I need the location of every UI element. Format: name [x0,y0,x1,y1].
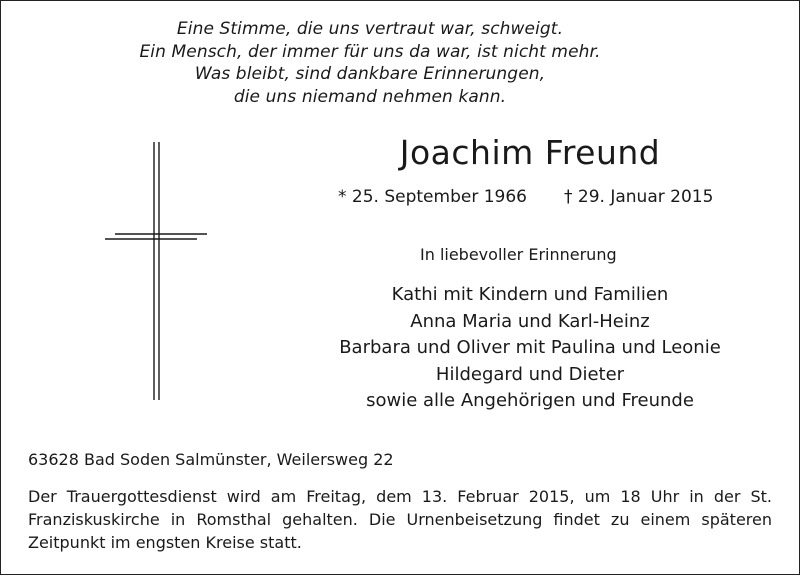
double-line-cross-icon [105,142,215,402]
poem-line: Ein Mensch, der immer für uns da war, ist nicht mehr. [139,41,601,62]
poem-line: Was bleibt, sind dankbare Erinnerungen, [194,64,546,84]
family-address: 63628 Bad Soden Salmünster, Weilersweg 22 [28,450,394,469]
service-announcement: Der Trauergottesdienst wird am Freitag, dem 13. Februar 2015, um 18 Uhr in der St. Franziskuskirche in Romsthal gehalten. Die Urnenbeisetzung findet zu einem späteren Zeitpunkt im engsten Kreise statt. [28,487,772,552]
memorial-poem [100,18,640,108]
birth-date: * 25. September 1966 [338,187,527,207]
deceased-name: Joachim Freund [399,133,661,172]
mourners-list [300,282,760,415]
death-date: † 29. Januar 2015 [564,187,714,207]
memory-line: In liebevoller Erinnerung [420,245,617,264]
mourner-line: Barbara und Oliver mit Paulina und Leonie [339,337,721,358]
mourner-line: Anna Maria und Karl-Heinz [410,310,650,332]
mourner-line: sowie alle Angehörigen und Freunde [366,390,694,411]
poem-line: Eine Stimme, die uns vertraut war, schweigt. [176,19,564,39]
mourner-line: Kathi mit Kindern und Familien [391,284,669,305]
poem-line: die uns niemand nehmen kann. [233,86,507,107]
mourner-line: Hildegard und Dieter [435,363,625,385]
